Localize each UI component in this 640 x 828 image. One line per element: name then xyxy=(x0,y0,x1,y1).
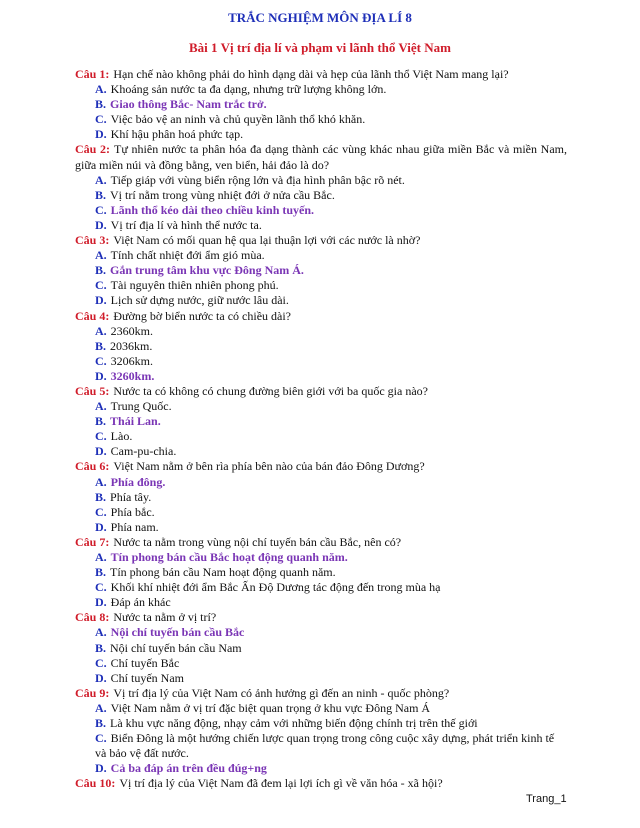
option-text: Nội chí tuyến bán cầu Nam xyxy=(110,640,242,655)
answer-option xyxy=(75,369,567,384)
question-label: Câu 6: xyxy=(75,459,110,474)
option xyxy=(75,248,567,263)
option xyxy=(75,429,567,444)
document-title: TRẮC NGHIỆM MÔN ĐỊA LÍ 8 xyxy=(228,10,412,25)
option-text: Phía đông. xyxy=(110,474,166,489)
option xyxy=(75,565,567,580)
option xyxy=(75,520,567,535)
answer-option xyxy=(75,414,567,429)
option-text: Là khu vực năng động, nhạy cảm với những biến động chính trị trên thế giới xyxy=(110,716,478,731)
option-letter: B. xyxy=(95,338,107,353)
option xyxy=(75,218,567,233)
option-letter: B. xyxy=(95,263,107,278)
question-text: Việt Nam nằm ở bên rìa phía bên nào của bán đảo Đông Dương? xyxy=(113,459,425,474)
question-label: Câu 1: xyxy=(75,67,110,81)
option-letter: D. xyxy=(95,127,107,142)
option-text: Tín phong bán cầu Nam hoạt động quanh năm. xyxy=(110,565,336,580)
question xyxy=(75,233,567,248)
question xyxy=(75,142,567,172)
question-text: Nước ta nằm ở vị trí? xyxy=(113,610,217,625)
option-letter: A. xyxy=(95,625,107,640)
option-text: Tính chất nhiệt đới ẩm gió mùa. xyxy=(110,248,265,263)
option-text: Tiếp giáp với vùng biển rộng lớn và địa hình phân bậc rõ nét. xyxy=(110,172,405,187)
option-text: Chí tuyến Nam xyxy=(110,670,184,685)
question-block xyxy=(75,776,567,791)
question-text: Việt Nam có mối quan hệ qua lại thuận lợi với các nước là nhờ? xyxy=(113,233,421,248)
option-letter: A. xyxy=(95,550,107,564)
option-text: Chí tuyến Bắc xyxy=(110,655,180,670)
question xyxy=(75,309,567,324)
option-text: Gắn trung tâm khu vực Đông Nam Á. xyxy=(110,263,304,278)
option xyxy=(75,490,567,505)
question-label: Câu 10: xyxy=(75,776,116,791)
option-text: Khối khí nhiệt đới ẩm Bắc Ấn Độ Dương tác động đến trong mùa hạ xyxy=(110,580,441,595)
option-letter: A. xyxy=(95,82,107,97)
option-text: Việt Nam nằm ở vị trí đặc biệt quan trọng ở khu vực Đông Nam Á xyxy=(110,700,431,715)
option-letter: A. xyxy=(95,323,107,338)
question-block xyxy=(75,610,567,685)
option-text: Tài nguyên thiên nhiên phong phú. xyxy=(110,278,279,293)
question xyxy=(75,776,567,791)
question-label: Câu 7: xyxy=(75,534,110,549)
question-label: Câu 8: xyxy=(75,610,110,625)
option-letter: D. xyxy=(95,761,107,776)
question-text: Vị trí địa lý của Việt Nam đã đem lại lợi ích gì về văn hóa - xã hội? xyxy=(119,776,443,791)
option-text: Đáp án khác xyxy=(110,595,171,610)
option-letter: D. xyxy=(95,217,107,232)
option-letter: D. xyxy=(95,293,107,308)
option-letter: C. xyxy=(95,202,107,217)
option-letter: A. xyxy=(95,248,107,263)
question-label: Câu 4: xyxy=(75,308,110,323)
option-text: Nội chí tuyến bán cầu Bắc xyxy=(110,625,245,640)
question xyxy=(75,686,567,701)
answer-option xyxy=(75,475,567,490)
option-text: Biển Đông là một hướng chiến lược quan trọng trong công cuộc xây dựng, phát triển kinh tế và bảo vệ đất nước. xyxy=(95,731,555,761)
option xyxy=(75,278,567,293)
option xyxy=(75,671,567,686)
option-letter: B. xyxy=(95,640,107,655)
option-text: Giao thông Bắc- Nam trắc trở. xyxy=(110,97,267,112)
answer-option xyxy=(75,761,567,776)
option-letter: B. xyxy=(95,97,107,112)
option xyxy=(75,595,567,610)
option-text: 2036km. xyxy=(110,338,153,353)
option-letter: B. xyxy=(95,187,107,202)
question-text: Vị trí địa lý của Việt Nam có ảnh hưởng gì đến an ninh - quốc phòng? xyxy=(113,685,450,700)
option-text: Lãnh thổ kéo dài theo chiều kinh tuyến. xyxy=(110,202,315,217)
question-block xyxy=(75,686,567,777)
option xyxy=(75,716,567,731)
option-letter: A. xyxy=(95,474,107,489)
question xyxy=(75,384,567,399)
option-letter: D. xyxy=(95,670,107,685)
question-label: Câu 3: xyxy=(75,233,110,248)
question xyxy=(75,459,567,474)
question xyxy=(75,535,567,550)
option-letter: D. xyxy=(95,519,107,534)
option-text: Phía nam. xyxy=(110,519,159,534)
option-letter: A. xyxy=(95,700,107,715)
option-letter: C. xyxy=(95,580,107,595)
question-block xyxy=(75,309,567,384)
option-letter: C. xyxy=(95,655,107,670)
option-letter: C. xyxy=(95,278,107,293)
option-text: 3206km. xyxy=(110,353,154,368)
option-letter: A. xyxy=(95,399,107,414)
option-text: Phía tây. xyxy=(110,489,152,504)
option-text: Khoáng sản nước ta đa dạng, nhưng trữ lượng không lớn. xyxy=(110,82,387,97)
option xyxy=(75,399,567,414)
option xyxy=(75,82,567,97)
option-letter: D. xyxy=(95,595,107,610)
option-text: Lịch sử dựng nước, giữ nước lâu dài. xyxy=(110,293,289,308)
option-letter: B. xyxy=(95,565,107,580)
answer-option xyxy=(75,97,567,112)
option-text: Trung Quốc. xyxy=(110,399,172,414)
option-text: Vị trí nằm trong vùng nhiệt đới ở nửa cầu Bắc. xyxy=(110,187,335,202)
answer-option xyxy=(75,625,567,640)
question-label: Câu 9: xyxy=(75,685,110,700)
option-text: 2360km. xyxy=(110,323,154,338)
option-text: Cả ba đáp án trên đều đúg+ng xyxy=(110,761,267,776)
option-letter: B. xyxy=(95,716,107,731)
option xyxy=(75,580,567,595)
question-text: Hạn chế nào không phải do hình dạng dài và hẹp của lãnh thổ Việt Nam mang lại? xyxy=(113,67,509,81)
option-letter: B. xyxy=(95,414,107,429)
option-text: 3260km. xyxy=(110,368,155,383)
question-text: Đường bờ biển nước ta có chiều dài? xyxy=(113,308,291,323)
question-block xyxy=(75,67,567,142)
option-text: Vị trí địa lí và hình thể nước ta. xyxy=(110,217,262,232)
question-block xyxy=(75,233,567,308)
option-letter: D. xyxy=(95,368,107,383)
question-block xyxy=(75,459,567,534)
option-text: Khí hậu phân hoá phức tạp. xyxy=(110,127,244,142)
option-letter: B. xyxy=(95,489,107,504)
lesson-title: Bài 1 Vị trí địa lí và phạm vi lãnh thổ Việt Nam xyxy=(189,40,451,55)
question-block xyxy=(75,384,567,459)
question xyxy=(75,610,567,625)
option xyxy=(75,293,567,308)
option xyxy=(75,127,567,142)
option xyxy=(75,641,567,656)
answer-option xyxy=(75,550,567,565)
option xyxy=(75,324,567,339)
question xyxy=(75,67,567,82)
option-letter: C. xyxy=(95,731,107,746)
answer-option xyxy=(75,263,567,278)
option-letter: D. xyxy=(95,444,107,459)
option-letter: C. xyxy=(95,353,107,368)
answer-option xyxy=(75,203,567,218)
option-text: Lào. xyxy=(110,429,133,444)
option xyxy=(75,112,567,127)
option-text: Phía bắc. xyxy=(110,504,155,519)
question-label: Câu 5: xyxy=(75,383,110,398)
question-text: Nước ta nằm trong vùng nội chí tuyến bán cầu Bắc, nên có? xyxy=(113,534,402,549)
option-text: Thái Lan. xyxy=(110,414,161,429)
option xyxy=(75,173,567,188)
option-text: Tín phong bán cầu Bắc hoạt động quanh năm. xyxy=(110,550,348,564)
option xyxy=(75,188,567,203)
option xyxy=(75,354,567,369)
question-block xyxy=(75,142,567,233)
question-text: Tự nhiên nước ta phân hóa đa dạng thành các vùng khác nhau giữa miền Bắc và miền Nam, giữa miền núi và đồng bằng, ven biển, hải đảo là do? xyxy=(75,142,568,172)
option xyxy=(75,444,567,459)
question-text: Nước ta có không có chung đường biên giới với ba quốc gia nào? xyxy=(113,383,428,398)
option-letter: C. xyxy=(95,504,107,519)
option-text: Cam-pu-chia. xyxy=(110,444,177,459)
option xyxy=(75,701,567,716)
option xyxy=(75,731,567,761)
option-letter: C. xyxy=(95,112,107,127)
question-list xyxy=(75,67,567,792)
option-letter: C. xyxy=(95,429,107,444)
option xyxy=(75,505,567,520)
page-footer: Trang_1 xyxy=(526,793,567,805)
question-block xyxy=(75,535,567,610)
option xyxy=(75,656,567,671)
option-letter: A. xyxy=(95,172,107,187)
option-text: Việc bảo vệ an ninh và chủ quyền lãnh thổ khó khăn. xyxy=(110,112,366,127)
question-label: Câu 2: xyxy=(75,142,111,157)
option xyxy=(75,339,567,354)
